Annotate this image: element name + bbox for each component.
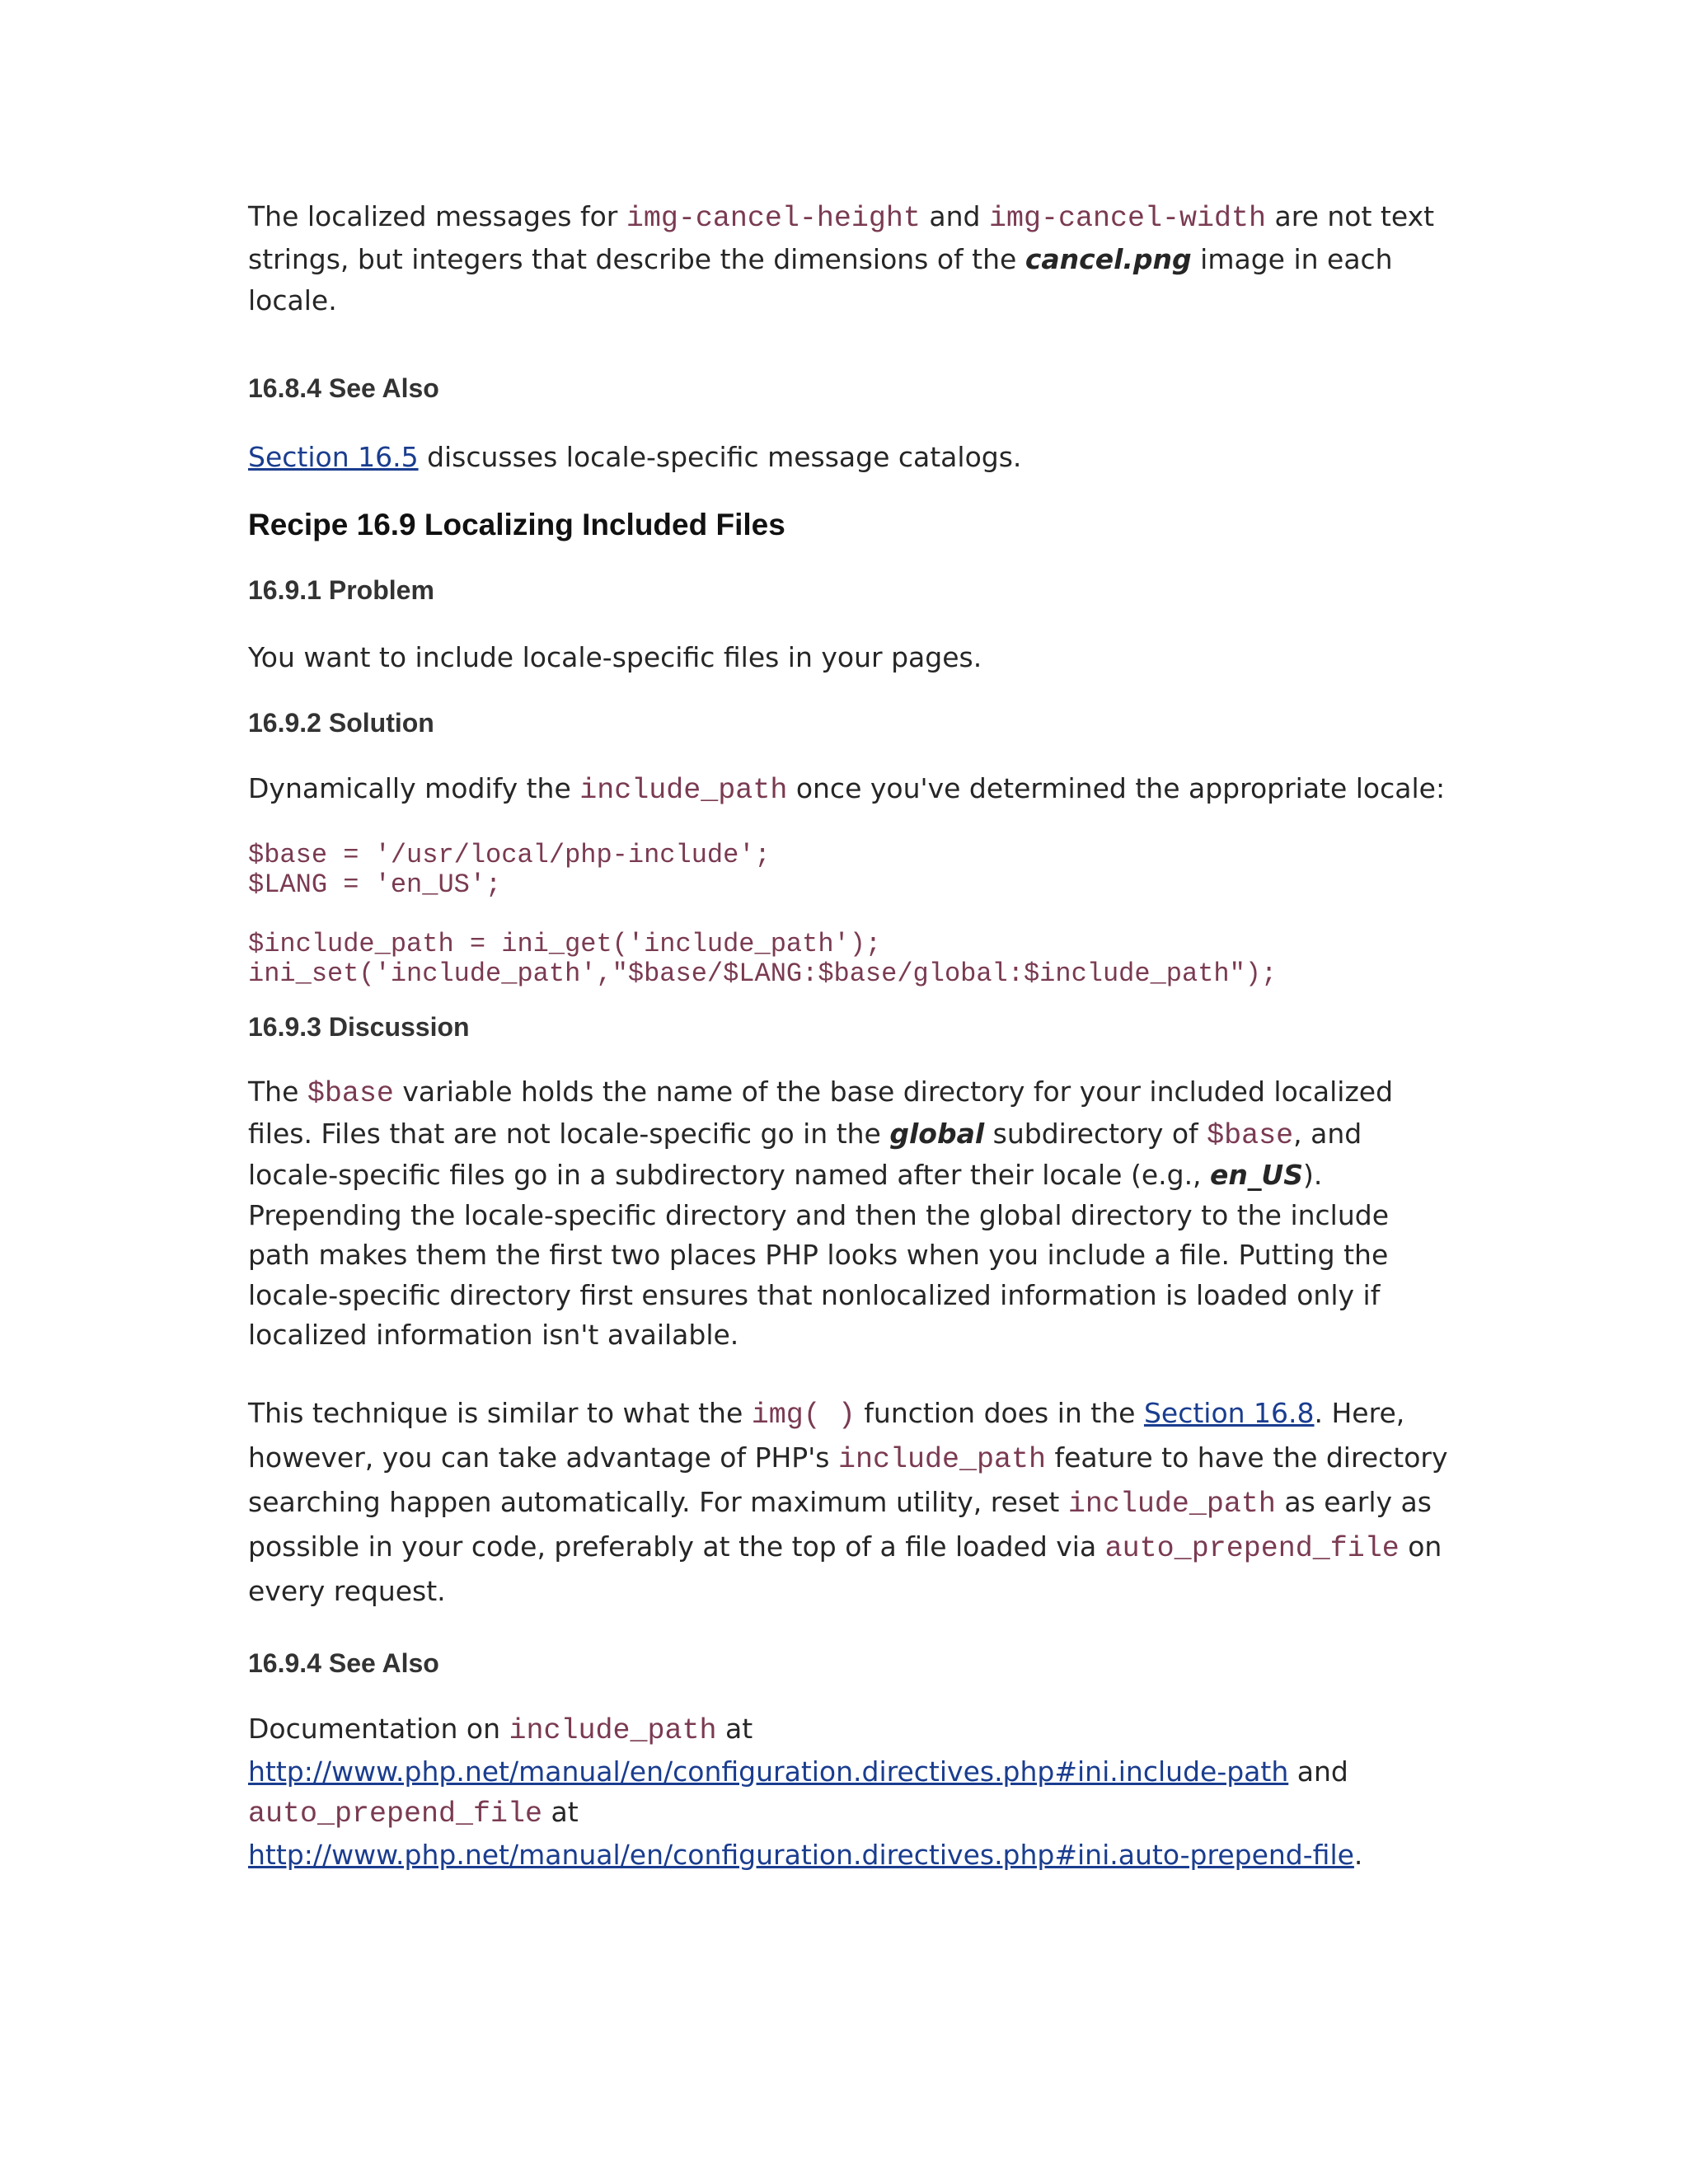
recipe-title: Recipe 16.9 Localizing Included Files: [248, 508, 785, 541]
inline-code: include_path: [509, 1713, 717, 1747]
section-16-8-link[interactable]: Section 16.8: [1143, 1396, 1315, 1429]
section-heading-16-8-4: 16.8.4 See Also: [248, 373, 439, 403]
auto-prepend-doc-link[interactable]: http://www.php.net/manual/en/configuration.directives.php#ini.auto-prepend-file: [248, 1838, 1354, 1871]
text: and: [920, 200, 989, 232]
inline-code: $base: [1207, 1118, 1294, 1152]
include-path-doc-link[interactable]: http://www.php.net/manual/en/configuration.directives.php#ini.include-path: [248, 1755, 1289, 1788]
inline-code: auto_prepend_file: [248, 1797, 543, 1830]
text: subdirectory of: [984, 1117, 1207, 1150]
text: once you've determined the appropriate locale:: [787, 772, 1446, 804]
paragraph-discussion-1: [248, 1072, 1451, 1356]
code-block: $base = '/usr/local/php-include'; $LANG = 'en_US'; $include_path = ini_get('include_path'); ini_set('include_path',"$base/$LANG:$base/global:$include_path");: [248, 840, 1278, 989]
text: are not text strings, but integers that describe the dimensions of the: [248, 200, 1435, 275]
text: feature to have the directory searching happen automatically. For maximum utility, reset: [248, 1441, 1448, 1518]
text: This technique is similar to what the: [248, 1396, 752, 1429]
paragraph-problem: You want to include locale-specific files in your pages.: [248, 641, 982, 673]
text: on every request.: [248, 1530, 1442, 1607]
paragraph-see-also-16-9: [248, 1708, 1451, 1875]
paragraph-cancel-dimensions: [248, 196, 1451, 321]
directory-emphasis: global: [889, 1117, 985, 1150]
text: , and locale-specific files go in a subdirectory named after their locale (e.g.,: [248, 1117, 1362, 1191]
inline-code: img-cancel-height: [626, 202, 921, 235]
text: . Here, however, you can take advantage of PHP's: [248, 1396, 1405, 1474]
section-heading-16-9-1: 16.9.1 Problem: [248, 575, 434, 605]
inline-code: img( ): [751, 1398, 856, 1432]
inline-code: include_path: [579, 774, 788, 807]
text: at: [716, 1712, 753, 1745]
filename-emphasis: cancel.png: [1025, 243, 1192, 275]
text: The localized messages for: [248, 200, 626, 232]
text: image in each locale.: [248, 243, 1393, 316]
paragraph-see-also-16-8: [248, 437, 1451, 478]
inline-code: img-cancel-width: [988, 202, 1267, 235]
text: and: [1288, 1755, 1348, 1788]
document-page: [248, 196, 1451, 1875]
text: variable holds the name of the base directory for your included localized files. Files that are not locale-specific go in the: [248, 1076, 1394, 1150]
locale-emphasis: en_US: [1210, 1159, 1303, 1191]
text: Documentation on: [248, 1712, 509, 1745]
text: Dynamically modify the: [248, 772, 580, 804]
text: ). Prepending the locale-specific directory and then the global directory to the include path makes them the first two places PHP looks when you include a file. Putting the locale-specific directory first ensures that nonlocalized information is loaded only if localized information isn't available.: [248, 1159, 1390, 1351]
section-heading-16-9-4: 16.9.4 See Also: [248, 1647, 439, 1678]
text: discusses locale-specific message catalogs.: [418, 441, 1022, 473]
inline-code: auto_prepend_file: [1104, 1531, 1400, 1565]
section-heading-16-9-2: 16.9.2 Solution: [248, 708, 434, 738]
text: .: [1353, 1838, 1363, 1871]
section-16-5-link[interactable]: Section 16.5: [248, 441, 419, 473]
inline-code: include_path: [837, 1442, 1047, 1476]
paragraph-discussion-2: [248, 1392, 1451, 1612]
text: as early as possible in your code, preferably at the top of a file loaded via: [248, 1485, 1432, 1563]
inline-code: $base: [307, 1077, 394, 1110]
text: function does in the: [855, 1396, 1144, 1429]
text: at: [542, 1795, 579, 1828]
text: The: [248, 1076, 307, 1108]
paragraph-solution: [248, 768, 1451, 811]
inline-code: include_path: [1067, 1487, 1276, 1521]
section-heading-16-9-3: 16.9.3 Discussion: [248, 1012, 470, 1042]
